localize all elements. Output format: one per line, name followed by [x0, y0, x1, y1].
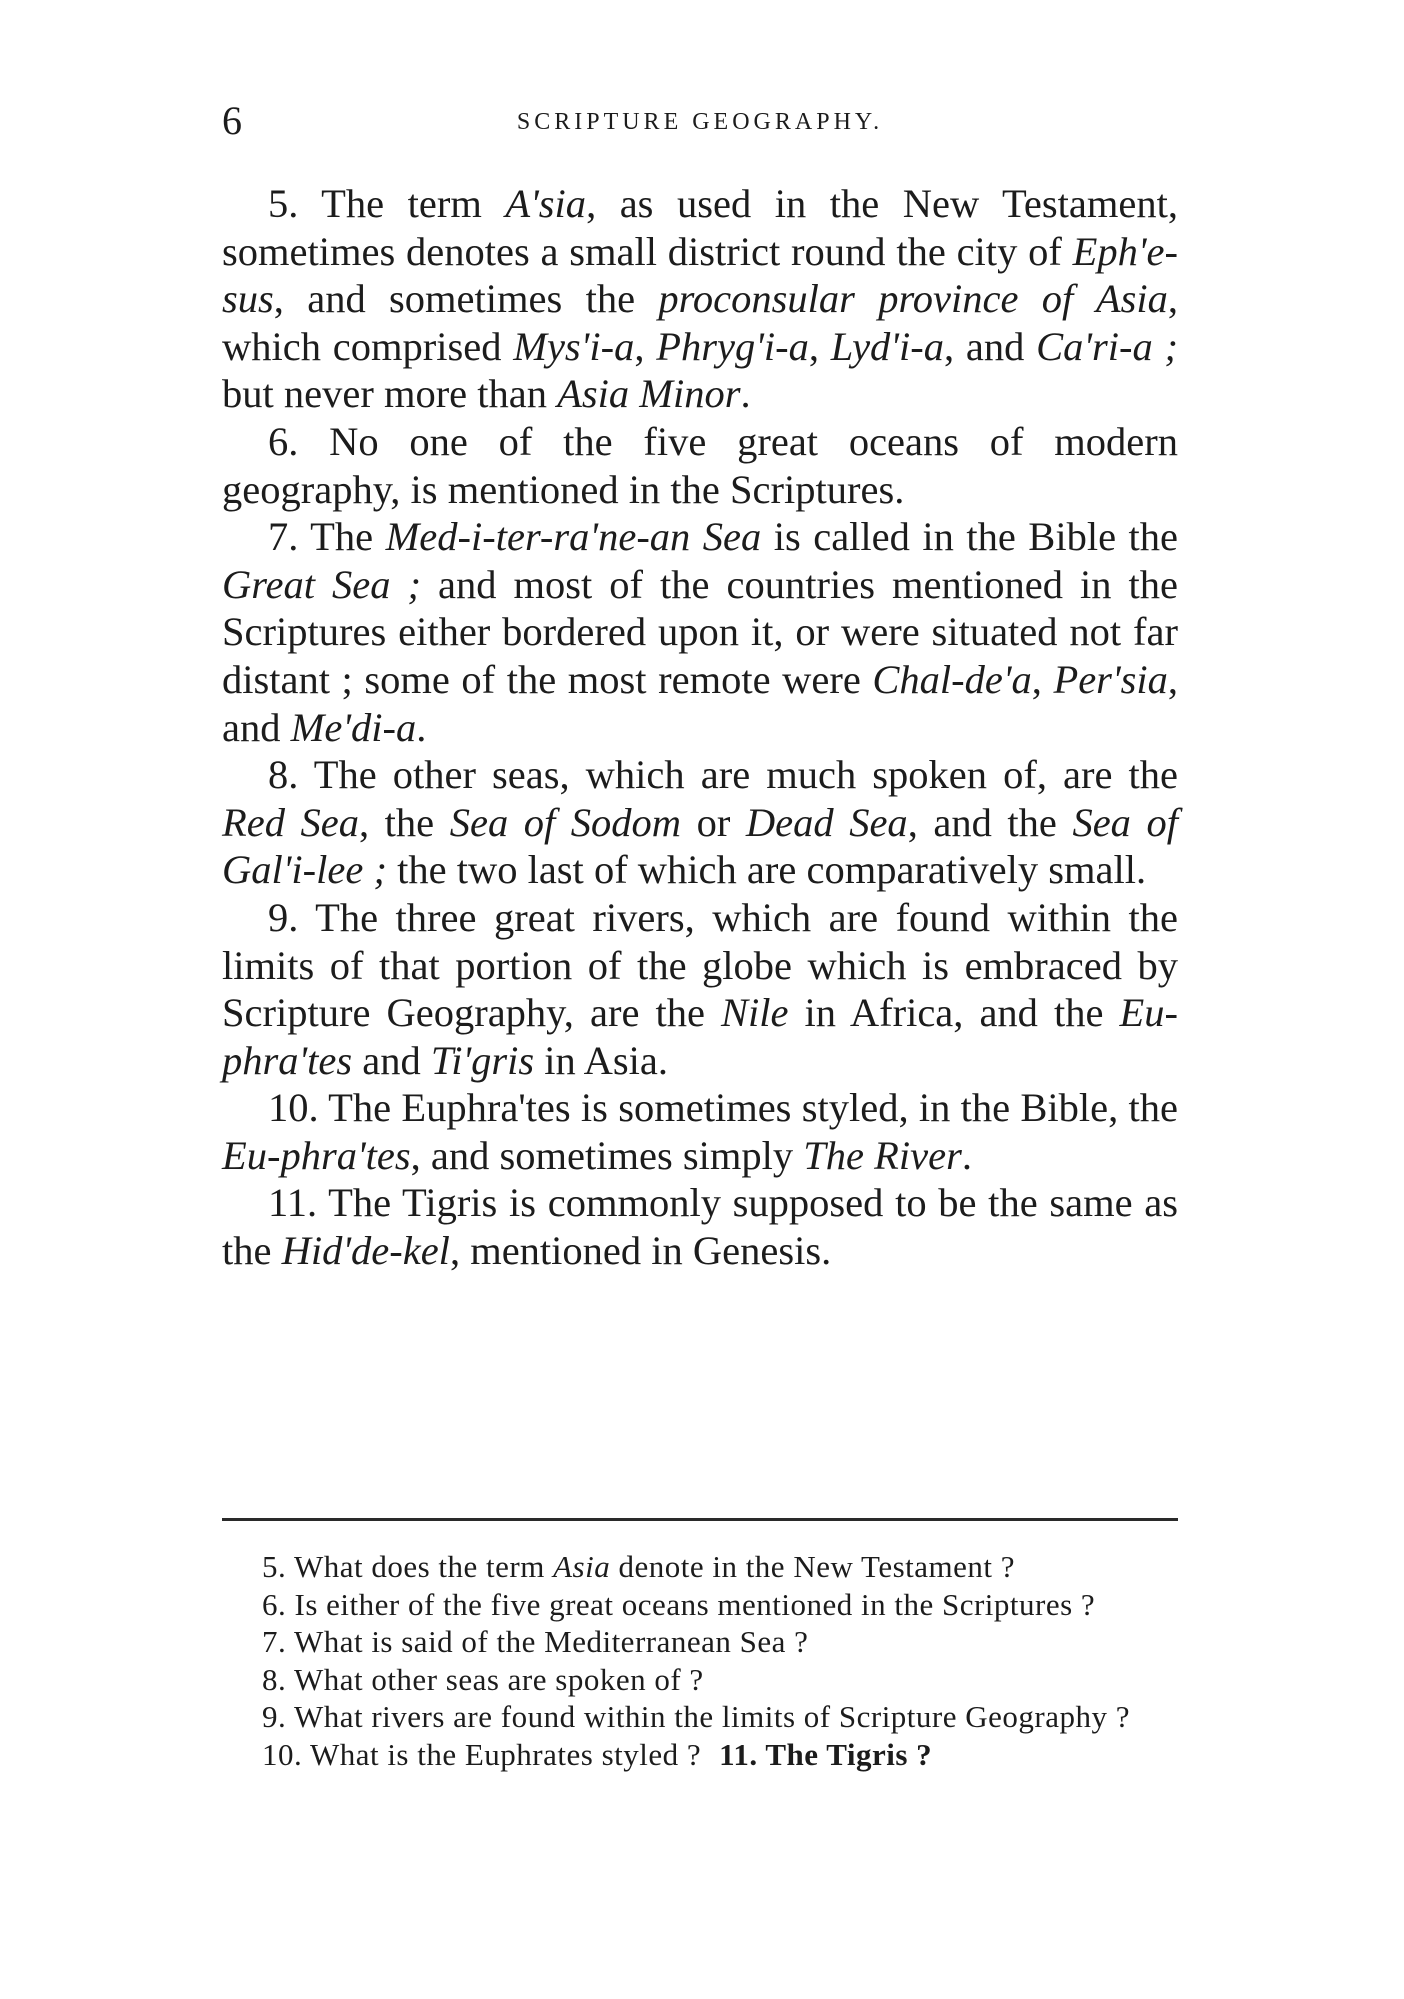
- italic-term: Me'di-a: [290, 704, 417, 750]
- italic-term: Ca'ri-a ;: [1036, 323, 1178, 369]
- italic-term: The River: [803, 1132, 962, 1178]
- text-run: and most of the countries mentioned in the Scriptures either bordered upon it, or were situated not far distant ; some of the most remote were: [222, 561, 1178, 702]
- text-run: in Asia.: [534, 1037, 669, 1083]
- question-8: 8. What other seas are spoken of ?: [262, 1661, 704, 1697]
- text-run: , and the: [907, 799, 1073, 845]
- text-run: ,: [808, 323, 831, 369]
- italic-term: A'sia: [505, 181, 587, 226]
- section-divider: [222, 1518, 1178, 1521]
- text-run: , the: [359, 799, 450, 845]
- text-run: , which comprised: [222, 276, 1179, 369]
- text-run: is called in the Bible the: [761, 514, 1179, 560]
- paragraph-9: [222, 894, 1178, 1084]
- italic-term: Asia Minor: [557, 371, 741, 417]
- paragraph-7: [222, 513, 1178, 751]
- main-text: [222, 180, 1178, 1275]
- italic-term: Phryg'i-a: [656, 323, 809, 369]
- text-run: 8. The other seas, which are much spoken of, are the: [268, 752, 1178, 798]
- paragraph-8: [222, 751, 1178, 894]
- text-run: or: [681, 799, 746, 845]
- italic-term: Med-i-ter-ra'ne-an Sea: [385, 514, 762, 560]
- text-run: The term: [298, 181, 506, 226]
- text-run: , mentioned in Genesis.: [449, 1228, 832, 1274]
- italic-term: Eu-phra'tes: [222, 1132, 411, 1178]
- text-run: .: [740, 371, 751, 417]
- question-10-11: [222, 1736, 1178, 1774]
- text-run: , and sometimes the: [273, 276, 659, 322]
- text-run: and: [352, 1037, 431, 1083]
- text-run: , as used in the New Testament, sometimes denotes a small district round the city of: [222, 181, 1178, 274]
- text-run: , and: [943, 323, 1037, 369]
- italic-term: proconsular province of Asia: [658, 276, 1168, 322]
- text-run: 5. What does the term: [262, 1549, 554, 1584]
- text-run: .: [961, 1132, 972, 1178]
- page-number: 6: [222, 98, 242, 143]
- italic-term: Eph'e-sus: [222, 228, 1178, 322]
- question-7: 7. What is said of the Mediterranean Sea ?: [262, 1624, 809, 1659]
- paragraph-number: 5.: [268, 181, 299, 226]
- italic-term: Per'sia: [1053, 656, 1168, 702]
- text-run: ,: [1031, 656, 1054, 702]
- italic-term: Great Sea ;: [222, 561, 421, 607]
- italic-term: Chal-de'a: [872, 656, 1032, 702]
- text-run: 11. The Tigris is commonly supposed to be the same as the: [222, 1180, 1178, 1274]
- paragraph-11: [222, 1179, 1178, 1274]
- italic-term: Nile: [721, 990, 789, 1036]
- paragraph-6: 6. No one of the five great oceans of modern geography, is mentioned in the Scriptures.: [222, 418, 1178, 512]
- text-run: 7. The: [268, 514, 386, 560]
- text-run: ,: [634, 323, 657, 369]
- question-5: [222, 1548, 1178, 1586]
- text-run: the two last of which are comparatively small.: [386, 847, 1147, 893]
- question-9: 9. What rivers are found within the limits of Scripture Geography ?: [262, 1699, 1130, 1734]
- italic-term: Eu-phra'tes: [222, 990, 1178, 1083]
- italic-term: Mys'i-a: [513, 323, 635, 369]
- question-6: 6. Is either of the five great oceans mentioned in the Scriptures ?: [262, 1586, 1096, 1622]
- text-run: 10. The Euphra'tes is sometimes styled, in the Bible, the: [268, 1085, 1178, 1131]
- paragraph-5: [222, 180, 1178, 418]
- review-questions: [222, 1548, 1178, 1773]
- italic-term: Ti'gris: [430, 1037, 535, 1083]
- text-run: .: [416, 704, 427, 750]
- italic-term: Dead Sea: [745, 799, 908, 845]
- paragraph-10: [222, 1084, 1178, 1179]
- text-run: in Africa, and the: [788, 990, 1120, 1036]
- italic-term: Sea of Sodom: [449, 799, 682, 845]
- italic-term: Sea of Gal'i-lee ;: [222, 799, 1178, 893]
- text-run: 9. The three great rivers, which are found within the limits of that portion of the globe which is embraced by Scripture Geography, are the: [222, 894, 1178, 1036]
- running-title: SCRIPTURE GEOGRAPHY.: [516, 109, 884, 135]
- question-11: 11. The Tigris ?: [719, 1736, 933, 1772]
- italic-term: Red Sea: [222, 799, 359, 845]
- question-10: 10. What is the Euphrates styled ?: [262, 1736, 702, 1772]
- page-header: [222, 96, 1178, 146]
- text-run: but never more than: [222, 371, 558, 417]
- italic-term: Asia: [553, 1549, 611, 1584]
- italic-term: Hid'de-kel: [281, 1228, 450, 1274]
- text-run: , and sometimes simply: [410, 1132, 804, 1178]
- italic-term: Lyd'i-a: [830, 323, 944, 369]
- text-run: denote in the New Testament ?: [610, 1549, 1016, 1584]
- text-run: , and: [222, 656, 1178, 750]
